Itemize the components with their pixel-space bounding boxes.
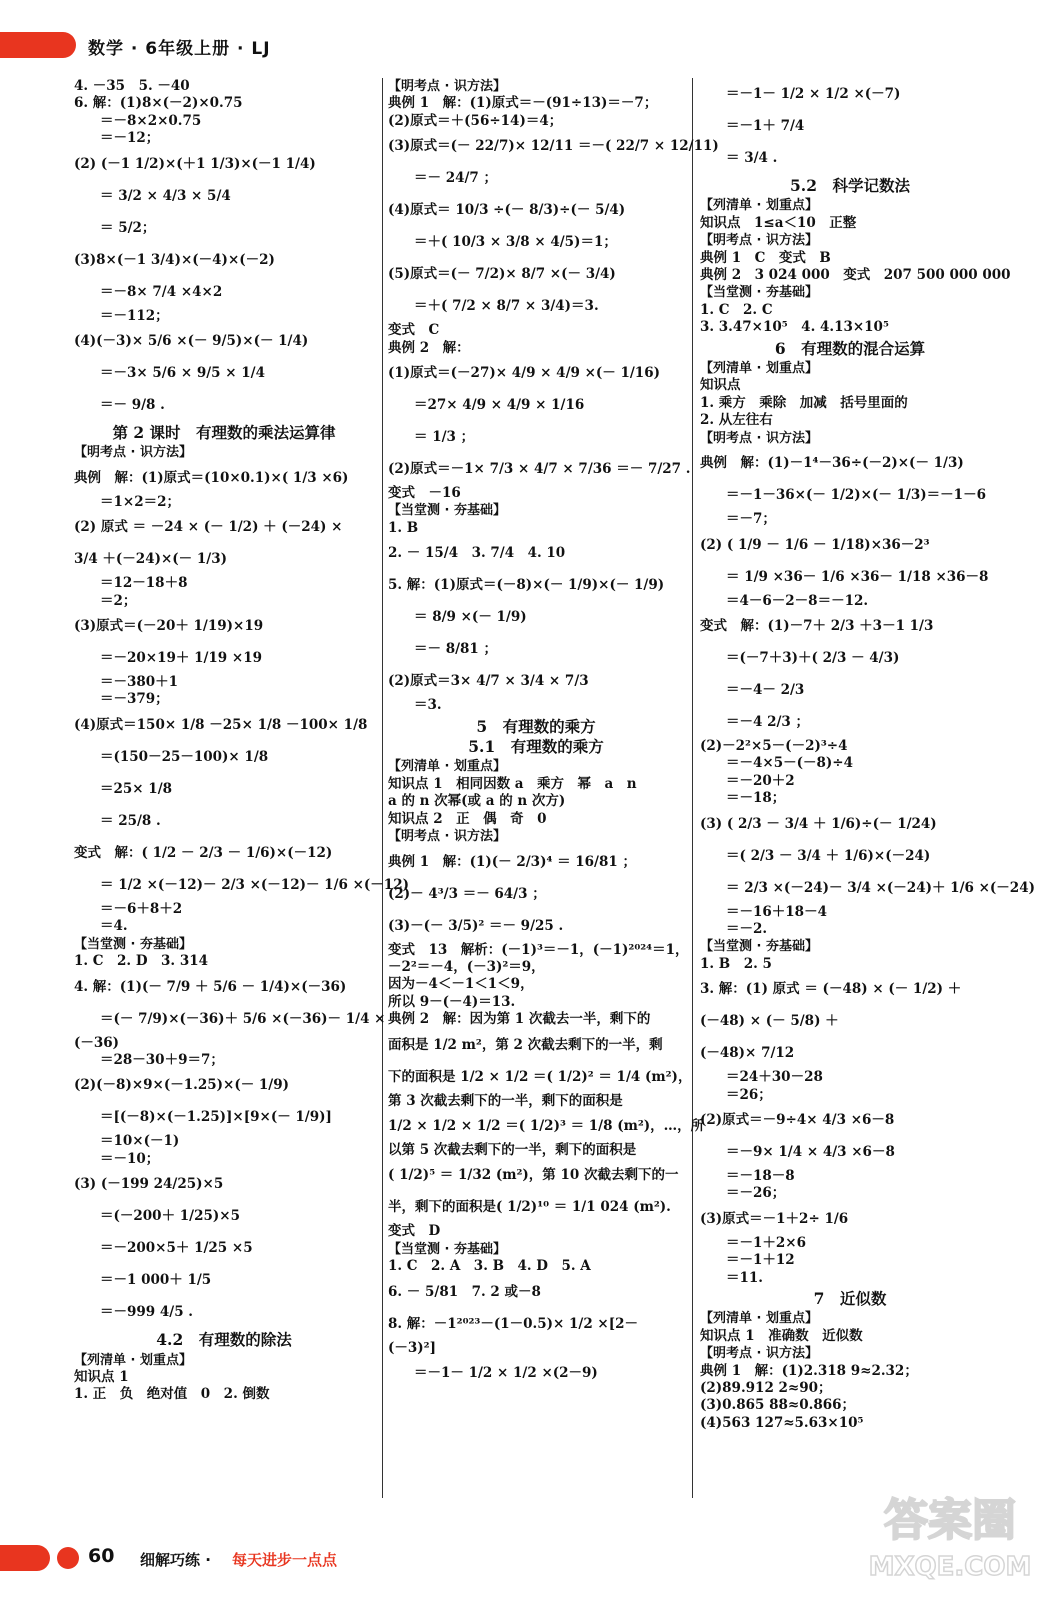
answer-line: ＝－1－ 1/2 × 1/2 ×(－7) — [726, 86, 901, 102]
answer-line: 【列清单 · 划重点】 — [74, 1352, 192, 1368]
answer-line: ＝－ 24/7 ； — [414, 170, 498, 187]
answer-line: ＝－200×5＋ 1/25 ×5 — [100, 1240, 253, 1257]
answer-line: ＝25× 1/8 — [100, 780, 173, 797]
answer-line: 下的面积是 1/2 × 1/2 ＝( 1/2)² ＝ 1/4 (m²)， — [388, 1068, 692, 1085]
answer-line: (3)8×(－1 3/4)×(－4)×(－2) — [74, 251, 275, 268]
answer-line: 1. C 2. C — [700, 301, 773, 318]
answer-line: ＝ 3/2 × 4/3 × 5/4 — [100, 187, 231, 204]
answer-line: 1. 乘方 乘除 加减 括号里面的 — [700, 394, 908, 411]
answer-line: 面积是 1/2 m²，第 2 次截去剩下的一半，剩 — [388, 1036, 663, 1053]
answer-line: 典例 解：(1)原式＝(10×0.1)×( 1/3 ×6) — [74, 469, 349, 486]
answer-line: ＝2； — [100, 592, 137, 609]
header-color-tab — [0, 32, 76, 58]
answer-line: (－3)²] — [388, 1339, 436, 1356]
answer-line: (3)原式＝－1＋2÷ 1/6 — [700, 1210, 849, 1227]
answer-line: 【明考点 · 识方法】 — [700, 430, 818, 446]
answer-line: (3) (－199 24/25)×5 — [74, 1176, 224, 1193]
answer-line: 知识点 2 正 偶 奇 0 — [388, 810, 547, 827]
answer-line: ＝(－7＋3)＋( 2/3 － 4/3) — [726, 649, 900, 666]
answer-line: (2)原式＝－9÷4× 4/3 ×6－8 — [700, 1111, 895, 1128]
answer-line: ( 1/2)⁵ ＝ 1/32 (m²)，第 10 次截去剩下的一 — [388, 1167, 679, 1184]
answer-line: ＝－20×19＋ 1/19 ×19 — [100, 650, 262, 667]
answer-line: ＝－4×5－(－8)÷4 — [726, 755, 853, 772]
answer-line: 典例 1 解：(1)原式＝－(91÷13)＝－7； — [388, 95, 658, 112]
answer-line: ＝－1＋2×6 — [726, 1234, 806, 1251]
answer-line: (4)563 127≈5.63×10⁵ — [700, 1414, 864, 1431]
answer-line: (－48)× 7/12 — [700, 1045, 795, 1062]
answer-line: ＝4. — [100, 918, 128, 935]
answer-line: (－36) — [74, 1034, 120, 1051]
answer-line: ＝26； — [726, 1086, 772, 1103]
answer-line: 变式 D — [388, 1223, 441, 1240]
answer-line: 典例 2 3 024 000 变式 207 500 000 000 — [700, 267, 1011, 284]
answer-line: 知识点 1 准确数 近似数 — [700, 1327, 863, 1344]
answer-line: 变式 13 解析：(－1)³＝－1，(－1)²⁰²⁴＝1， — [388, 941, 689, 958]
answer-line: ＝3. — [414, 697, 442, 714]
answer-line: ＝－1－36×(－ 1/2)×(－ 1/3)＝－1－6 — [726, 487, 986, 504]
answer-line: 1. B — [388, 519, 419, 536]
answer-line: 6. － 5/81 7. 2 或－8 — [388, 1283, 541, 1300]
answer-line: 典例 解：(1)－1⁴－36÷(－2)×(－ 1/3) — [700, 455, 964, 472]
footer-slogan: 每天进步一点点 — [232, 1551, 338, 1569]
answer-line: 3. 解：(1) 原式 ＝ (－48) × (－ 1/2) ＋ — [700, 981, 962, 998]
answer-line: 典例 1 解：(1)2.318 9≈2.32； — [700, 1362, 918, 1379]
answer-line: ＝－2. — [726, 920, 768, 937]
answer-line: (3)原式＝(－20＋ 1/19)×19 — [74, 618, 264, 635]
answer-line: 【列清单 · 划重点】 — [700, 361, 818, 377]
answer-line: 【当堂测 · 夯基础】 — [700, 939, 818, 955]
answer-line: (2) 原式 ＝ －24 × (－ 1/2) ＋ (－24) × — [74, 519, 343, 536]
answer-line: 1. C 2. D 3. 314 — [74, 953, 209, 970]
answer-line: 变式 解：( 1/2 － 2/3 － 1/6)×(－12) — [74, 844, 333, 861]
answer-line: ＝－1 000＋ 1/5 — [100, 1272, 212, 1289]
answer-line: ＝28－30＋9＝7； — [100, 1051, 224, 1068]
answer-line: 知识点 1 相同因数 a 乘方 幂 a n — [388, 775, 637, 792]
answer-line: 半，剩下的面积是( 1/2)¹⁰ ＝ 1/1 024 (m²). — [388, 1199, 671, 1216]
answer-line: 变式 解：(1)－7＋ 2/3 ＋3－1 1/3 — [700, 617, 934, 634]
answer-line: ＝11. — [726, 1269, 763, 1286]
answer-line: (4)原式＝150× 1/8 －25× 1/8 －100× 1/8 — [74, 716, 368, 733]
answer-line: 【明考点 · 识方法】 — [700, 1346, 818, 1362]
answer-line: ＝－ 8/81 ； — [414, 641, 498, 658]
watermark-text: 答案圈 — [884, 1495, 1016, 1546]
answer-line: ＝－1－ 1/2 × 1/2 ×(2－9) — [414, 1364, 598, 1381]
answer-line: 典例 2 解：因为第 1 次截去一半，剩下的 — [388, 1011, 651, 1028]
answer-line: 典例 1 解：(1)(－ 2/3)⁴ ＝ 16/81 ； — [388, 853, 636, 870]
column-divider — [692, 78, 693, 1498]
answer-line: (2)89.912 2≈90； — [700, 1380, 832, 1397]
answer-line: 【当堂测 · 夯基础】 — [388, 1241, 506, 1257]
answer-line: ＝ 1/3 ； — [414, 429, 475, 446]
answer-line: (2)原式＝－1× 7/3 × 4/7 × 7/36 ＝－ 7/27 . — [388, 461, 691, 478]
answer-line: 5 有理数的乘方 — [476, 716, 596, 736]
answer-line: 5.1 有理数的乘方 — [468, 737, 604, 757]
answer-line: (2)－2²×5－(－2)³÷4 — [700, 737, 848, 754]
answer-line: 1/2 × 1/2 × 1/2 ＝( 1/2)³ ＝ 1/8 (m²)，…，所 — [388, 1117, 705, 1134]
answer-line: (3)原式＝(－ 22/7)× 12/11 ＝－( 22/7 × 12/11) — [388, 138, 719, 155]
answer-line: ＝ 2/3 ×(－24)－ 3/4 ×(－24)＋ 1/6 ×(－24) — [726, 879, 1035, 896]
answer-line: ＝－112； — [100, 307, 169, 324]
answer-line: ＝－8× 7/4 ×4×2 — [100, 283, 223, 300]
column-divider — [382, 78, 383, 1498]
answer-line: 【列清单 · 划重点】 — [700, 198, 818, 214]
answer-line: 3/4 ＋(－24)×(－ 1/3) — [74, 551, 227, 568]
answer-line: ＝－20＋2 — [726, 772, 795, 789]
answer-column-3 — [700, 78, 1035, 1432]
answer-line: ＝－12； — [100, 130, 160, 147]
answer-line: 1. C 2. A 3. B 4. D 5. A — [388, 1258, 591, 1275]
answer-line: ＝27× 4/9 × 4/9 × 1/16 — [414, 397, 585, 414]
answer-line: (－48) × (－ 5/8) ＋ — [700, 1013, 839, 1030]
answer-line: (1)原式＝(－27)× 4/9 × 4/9 ×(－ 1/16) — [388, 365, 660, 382]
answer-line: ＝ 1/9 ×36－ 1/6 ×36－ 1/18 ×36－8 — [726, 568, 989, 585]
answer-line: 2. 从左往右 — [700, 412, 773, 429]
answer-line: (4)原式＝ 10/3 ÷(－ 8/3)÷(－ 5/4) — [388, 202, 626, 219]
answer-line: 知识点 1 — [74, 1368, 129, 1385]
watermark-url: MXQE.COM — [868, 1552, 1032, 1582]
answer-line: ＝(150－25－100)× 1/8 — [100, 748, 269, 765]
answer-line: 变式 C — [388, 322, 440, 339]
answer-line: ＝－1＋ 7/4 — [726, 118, 805, 134]
answer-line: (3)－(－ 3/5)² ＝－ 9/25 . — [388, 917, 564, 934]
answer-line: 【明考点 · 识方法】 — [388, 79, 506, 94]
answer-line: 3. 3.47×10⁵ 4. 4.13×10⁵ — [700, 319, 889, 336]
answer-line: 【列清单 · 划重点】 — [700, 1311, 818, 1327]
answer-line: ＝ 3/4 . — [726, 150, 778, 166]
footer-brand: 细解巧练 · — [140, 1551, 211, 1569]
answer-column-2 — [388, 78, 719, 1389]
answer-line: ＝(－200＋ 1/25)×5 — [100, 1208, 240, 1225]
answer-line: ＝10×(－1) — [100, 1133, 180, 1150]
answer-line: (5)原式＝(－ 7/2)× 8/7 ×(－ 3/4) — [388, 266, 616, 283]
answer-line: (2)(－8)×9×(－1.25)×(－ 1/9) — [74, 1077, 290, 1094]
answer-line: 8. 解：－1²⁰²³－(1－0.5)× 1/2 ×[2－ — [388, 1315, 639, 1332]
answer-line: 所以 9－(－4)＝13. — [388, 993, 516, 1010]
answer-line: ＝－999 4/5 . — [100, 1304, 193, 1321]
watermark-logo — [850, 1480, 1050, 1590]
answer-line: ＝－18－8 — [726, 1167, 795, 1184]
answer-line: 第 3 次截去剩下的一半，剩下的面积是 — [388, 1092, 623, 1109]
answer-line: 【当堂测 · 夯基础】 — [74, 936, 192, 952]
footer-decoration — [0, 1545, 80, 1571]
answer-line: ＝－10； — [100, 1150, 160, 1167]
answer-line: (2)原式＝3× 4/7 × 3/4 × 7/3 — [388, 673, 589, 690]
answer-line: (3)0.865 88≈0.866； — [700, 1397, 856, 1414]
answer-line: ＝24＋30－28 — [726, 1069, 823, 1086]
answer-line: 因为－4＜－1＜1＜9， — [388, 976, 534, 993]
answer-line: (2) ( 1/9 － 1/6 － 1/18)×36－2³ — [700, 536, 930, 553]
answer-line: ＝－4－ 2/3 — [726, 681, 805, 698]
answer-line: ＝－4 2/3 ； — [726, 713, 810, 730]
answer-line: 【明考点 · 识方法】 — [700, 233, 818, 249]
answer-line: 【明考点 · 识方法】 — [74, 445, 192, 461]
answer-line: ＝ 25/8 . — [100, 812, 161, 829]
answer-line: ＝－3× 5/6 × 9/5 × 1/4 — [100, 365, 265, 382]
answer-line: ＝－26； — [726, 1185, 786, 1202]
answer-line: 6 有理数的混合运算 — [774, 338, 926, 358]
answer-line: 【列清单 · 划重点】 — [388, 759, 506, 775]
answer-line: ＝－8×2×0.75 — [100, 112, 202, 129]
answer-line: 1. 正 负 绝对值 0 2. 倒数 — [74, 1386, 270, 1403]
answer-line: 2. － 15/4 3. 7/4 4. 10 — [388, 545, 566, 562]
answer-line: 【当堂测 · 夯基础】 — [388, 503, 506, 519]
answer-line: ＝1×2＝2； — [100, 493, 180, 510]
answer-line: ＝12－18＋8 — [100, 575, 188, 592]
answer-line: 5. 解：(1)原式＝(－8)×(－ 1/9)×(－ 1/9) — [388, 577, 665, 594]
answer-line: 【明考点 · 识方法】 — [388, 829, 506, 845]
answer-line: 4. 解：(1)(－ 7/9 ＋ 5/6 － 1/4)×(－36) — [74, 978, 347, 995]
answer-line: ＝－6＋8＋2 — [100, 900, 183, 917]
answer-line: ＝＋( 7/2 × 8/7 × 3/4)＝3. — [414, 298, 599, 315]
answer-line: 第 2 课时 有理数的乘法运算律 — [112, 423, 336, 443]
answer-line: ＝ 1/2 ×(－12)－ 2/3 ×(－12)－ 1/6 ×(－12) — [100, 876, 409, 893]
answer-line: 以第 5 次截去剩下的一半，剩下的面积是 — [388, 1141, 637, 1158]
answer-line: 5.2 科学记数法 — [790, 176, 910, 195]
answer-line: ＝－16＋18－4 — [726, 903, 827, 920]
answer-line: ＝＋( 10/3 × 3/8 × 4/5)＝1； — [414, 234, 617, 251]
answer-line: ＝( 2/3 － 3/4 ＋ 1/6)×(－24) — [726, 847, 931, 864]
answer-line: ＝－7； — [726, 511, 776, 528]
answer-line: ＝(－ 7/9)×(－36)＋ 5/6 ×(－36)－ 1/4 × — [100, 1010, 386, 1027]
answer-line: ＝－ 9/8 . — [100, 397, 165, 414]
answer-line: ＝ 5/2； — [100, 219, 156, 236]
answer-line: ＝ 8/9 ×(－ 1/9) — [414, 609, 527, 626]
answer-line: ＝[(－8)×(－1.25)]×[9×(－ 1/9)] — [100, 1109, 332, 1126]
answer-line: 知识点 1≤a＜10 正整 — [700, 214, 857, 231]
answer-line: ＝－379； — [100, 691, 169, 708]
answer-line: (3) ( 2/3 － 3/4 ＋ 1/6)÷(－ 1/24) — [700, 815, 937, 832]
answer-line: (2)原式＝＋(56÷14)＝4； — [388, 112, 563, 129]
answer-line: 典例 1 C 变式 B — [700, 249, 831, 266]
answer-line: ＝－1＋12 — [726, 1252, 795, 1269]
answer-line: ＝4－6－2－8＝－12. — [726, 592, 869, 609]
answer-line: ＝－18； — [726, 790, 786, 807]
answer-line: 7 近似数 — [813, 1289, 887, 1308]
answer-line: －2²＝－4，(－3)²＝9， — [388, 958, 545, 975]
answer-line: 1. B 2. 5 — [700, 955, 772, 972]
answer-line: (2)－ 4³/3 ＝－ 64/3 ； — [388, 885, 546, 902]
answer-line: 4. －35 5. －40 — [74, 78, 190, 94]
answer-line: ＝－9× 1/4 × 4/3 ×6－8 — [726, 1143, 895, 1160]
page-number: 60 — [88, 1545, 115, 1567]
answer-line: (2) (－1 1/2)×(＋1 1/3)×(－1 1/4) — [74, 155, 316, 172]
answer-line: 【当堂测 · 夯基础】 — [700, 285, 818, 301]
answer-line: 知识点 — [700, 377, 741, 394]
answer-line: a 的 n 次幂(或 a 的 n 次方) — [388, 793, 566, 810]
answer-line: ＝－380＋1 — [100, 674, 179, 691]
page-header-title: 数学 · 6年级上册 · LJ — [88, 39, 271, 59]
answer-line: 4.2 有理数的除法 — [156, 1330, 292, 1350]
answer-line: 变式 －16 — [388, 485, 461, 502]
answer-line: (4)(－3)× 5/6 ×(－ 9/5)×(－ 1/4) — [74, 333, 309, 350]
answer-line: 6. 解：(1)8×(－2)×0.75 — [74, 95, 243, 112]
answer-line: 典例 2 解： — [388, 339, 470, 356]
